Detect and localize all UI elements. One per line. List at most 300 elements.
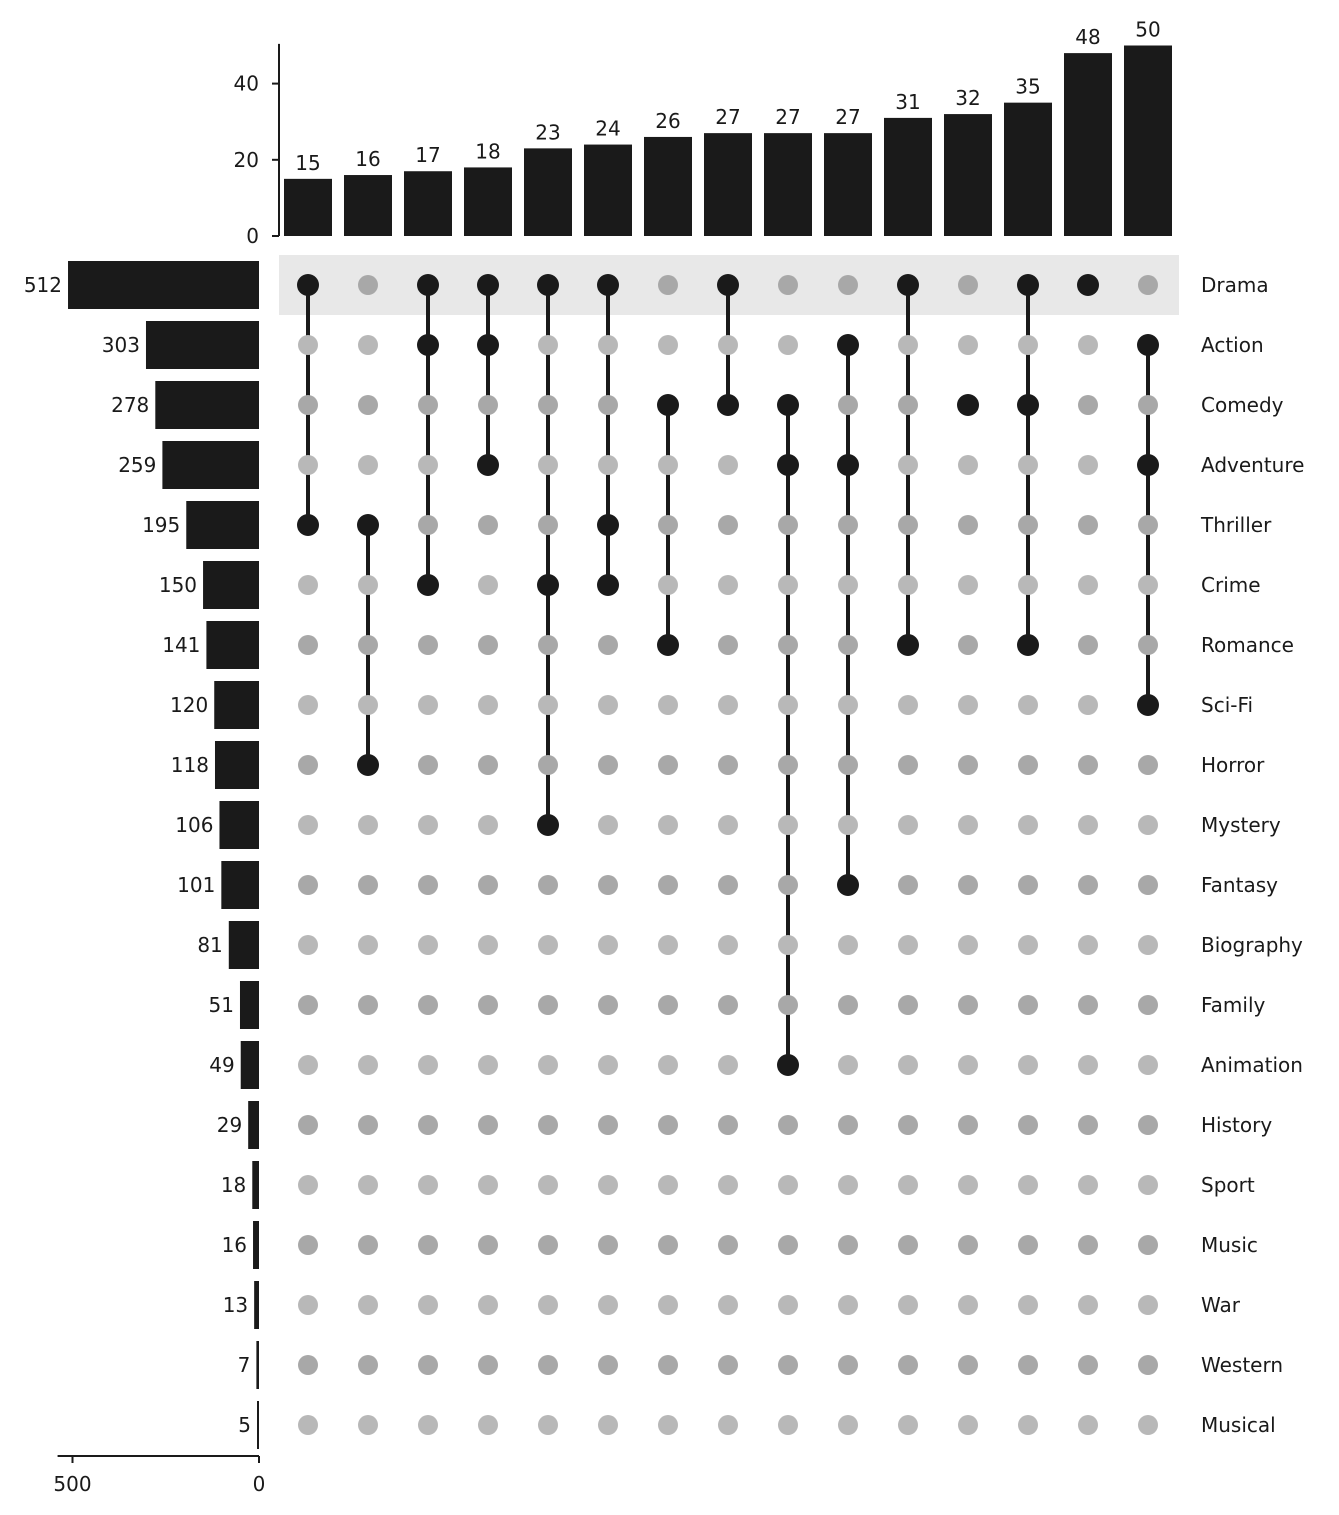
- matrix-dot-inactive: [898, 1175, 918, 1195]
- set-size-label: 7: [237, 1353, 251, 1377]
- matrix-dot-inactive: [838, 1295, 858, 1315]
- intersection-bar-label: 24: [595, 116, 621, 141]
- set-name-label: Drama: [1201, 273, 1269, 297]
- matrix-dot-inactive: [1018, 875, 1038, 895]
- matrix-dot-inactive: [958, 575, 978, 595]
- matrix-dot-inactive: [298, 1115, 318, 1135]
- set-size-bar: [162, 441, 259, 489]
- set-size-bar: [256, 1341, 259, 1389]
- matrix-dot-inactive: [898, 935, 918, 955]
- matrix-dot-inactive: [298, 995, 318, 1015]
- matrix-dot-inactive: [718, 935, 738, 955]
- set-size-bar: [248, 1101, 259, 1149]
- matrix-dot-inactive: [958, 1055, 978, 1075]
- matrix-dot-inactive: [838, 1055, 858, 1075]
- matrix-dot-inactive: [1018, 455, 1038, 475]
- matrix-dot-inactive: [298, 695, 318, 715]
- matrix-dot-inactive: [1138, 395, 1158, 415]
- matrix-dot-inactive: [538, 335, 558, 355]
- intersection-bar-label: 31: [895, 89, 921, 114]
- matrix-dot-inactive: [1078, 995, 1098, 1015]
- set-name-label: Comedy: [1201, 393, 1284, 417]
- matrix-dot-inactive: [658, 995, 678, 1015]
- matrix-dot-inactive: [718, 1175, 738, 1195]
- matrix-dot-active: [357, 514, 379, 536]
- matrix-dot-inactive: [658, 935, 678, 955]
- set-size-bar: [253, 1221, 259, 1269]
- intersection-bar: [1124, 46, 1172, 237]
- intersection-bar: [464, 167, 512, 236]
- matrix-dot-inactive: [538, 635, 558, 655]
- matrix-dot-inactive: [778, 695, 798, 715]
- matrix-dot-inactive: [298, 335, 318, 355]
- matrix-dot-inactive: [358, 1415, 378, 1435]
- matrix-dot-inactive: [778, 635, 798, 655]
- matrix-dot-inactive: [358, 455, 378, 475]
- matrix-dot-inactive: [598, 755, 618, 775]
- matrix-dot-inactive: [958, 635, 978, 655]
- set-size-label: 51: [208, 993, 234, 1017]
- matrix-dot-inactive: [1018, 515, 1038, 535]
- matrix-dot-inactive: [1138, 875, 1158, 895]
- matrix-dot-active: [417, 574, 439, 596]
- matrix-dot-inactive: [1138, 1055, 1158, 1075]
- matrix-dot-inactive: [1138, 1115, 1158, 1135]
- matrix-dot-inactive: [538, 1415, 558, 1435]
- matrix-dot-inactive: [418, 1235, 438, 1255]
- matrix-dot-inactive: [838, 275, 858, 295]
- matrix-dot-inactive: [958, 1355, 978, 1375]
- matrix-dot-inactive: [418, 935, 438, 955]
- set-size-label: 5: [238, 1413, 251, 1437]
- intersection-bar: [884, 118, 932, 236]
- set-name-label: Crime: [1201, 573, 1261, 597]
- set-size-bar: [254, 1281, 259, 1329]
- matrix-dot-inactive: [778, 755, 798, 775]
- matrix-dot-inactive: [478, 575, 498, 595]
- intersection-bar: [824, 133, 872, 236]
- matrix-dot-inactive: [898, 755, 918, 775]
- matrix-dot-inactive: [418, 875, 438, 895]
- matrix-dot-inactive: [898, 695, 918, 715]
- matrix-dot-inactive: [358, 695, 378, 715]
- intersection-bars: [284, 18, 1172, 237]
- set-name-label: Animation: [1201, 1053, 1303, 1077]
- matrix-dot-inactive: [1138, 995, 1158, 1015]
- matrix-dot-inactive: [298, 455, 318, 475]
- matrix-dot-inactive: [658, 815, 678, 835]
- matrix-dot-active: [1017, 634, 1039, 656]
- matrix-dot-inactive: [598, 1355, 618, 1375]
- matrix-dot-inactive: [298, 635, 318, 655]
- matrix-dot-inactive: [958, 455, 978, 475]
- intersection-bar-label: 50: [1135, 17, 1161, 42]
- set-size-label: 18: [220, 1173, 247, 1197]
- matrix-dot-inactive: [358, 815, 378, 835]
- matrix-dot-inactive: [778, 995, 798, 1015]
- matrix-dot-inactive: [298, 1235, 318, 1255]
- matrix-dot-inactive: [1078, 815, 1098, 835]
- matrix-dot-inactive: [1138, 515, 1158, 535]
- matrix-dot-inactive: [358, 1355, 378, 1375]
- matrix-dot-inactive: [658, 455, 678, 475]
- set-size-bar: [206, 621, 259, 669]
- matrix-dot-inactive: [418, 1055, 438, 1075]
- matrix-dot-inactive: [718, 695, 738, 715]
- matrix-dot-active: [1137, 334, 1159, 356]
- matrix-dot-inactive: [478, 995, 498, 1015]
- matrix-dot-inactive: [418, 1115, 438, 1135]
- matrix-dot-inactive: [838, 815, 858, 835]
- matrix-dot-inactive: [838, 695, 858, 715]
- matrix-dot-inactive: [1138, 1235, 1158, 1255]
- matrix-dot-inactive: [958, 1175, 978, 1195]
- matrix-dot-active: [417, 274, 439, 296]
- matrix-dot-active: [717, 394, 739, 416]
- matrix-dot-inactive: [718, 1115, 738, 1135]
- matrix-dot-inactive: [478, 1295, 498, 1315]
- set-size-label: 303: [101, 333, 140, 357]
- matrix-dot-inactive: [358, 1115, 378, 1135]
- intersection-axis-tick-label: 20: [233, 147, 259, 172]
- matrix-dot-active: [777, 1054, 799, 1076]
- matrix-dot-inactive: [658, 515, 678, 535]
- matrix-dot-inactive: [538, 1295, 558, 1315]
- set-size-label: 118: [170, 753, 209, 777]
- matrix-dot-inactive: [538, 1175, 558, 1195]
- matrix-dot-inactive: [778, 515, 798, 535]
- intersection-bar: [584, 145, 632, 236]
- matrix-dot-inactive: [538, 395, 558, 415]
- matrix-dot-inactive: [1078, 335, 1098, 355]
- matrix-dot-inactive: [958, 515, 978, 535]
- matrix-dot-inactive: [658, 1055, 678, 1075]
- matrix-dot-inactive: [658, 1355, 678, 1375]
- intersection-bar: [1004, 103, 1052, 236]
- matrix-dot-inactive: [958, 335, 978, 355]
- matrix-dot-inactive: [298, 575, 318, 595]
- set-name-label: Mystery: [1201, 813, 1281, 837]
- matrix-dot-active: [597, 274, 619, 296]
- matrix-dot-inactive: [598, 695, 618, 715]
- matrix-dot-inactive: [538, 1115, 558, 1135]
- matrix-dot-inactive: [718, 1235, 738, 1255]
- matrix-dot-inactive: [538, 875, 558, 895]
- set-axis-tick-label: 500: [53, 1472, 92, 1496]
- intersection-bar: [644, 137, 692, 236]
- matrix-dot-inactive: [538, 455, 558, 475]
- matrix-dot-inactive: [778, 1355, 798, 1375]
- intersection-bar-label: 27: [835, 105, 861, 130]
- matrix-dot-inactive: [838, 515, 858, 535]
- matrix-dot-inactive: [418, 1295, 438, 1315]
- matrix-dot-inactive: [298, 1415, 318, 1435]
- matrix-dot-inactive: [778, 815, 798, 835]
- matrix-dot-inactive: [298, 1175, 318, 1195]
- set-size-bar: [186, 501, 259, 549]
- matrix-dot-inactive: [598, 1235, 618, 1255]
- matrix-dot-active: [837, 334, 859, 356]
- matrix-dot-active: [777, 394, 799, 416]
- set-name-label: Biography: [1201, 933, 1303, 957]
- matrix-dot-inactive: [898, 575, 918, 595]
- matrix-dot-active: [357, 754, 379, 776]
- matrix-dot-inactive: [598, 935, 618, 955]
- matrix-dot-inactive: [358, 335, 378, 355]
- matrix-dot-inactive: [358, 995, 378, 1015]
- matrix-dot-inactive: [418, 455, 438, 475]
- intersection-bar: [524, 148, 572, 236]
- set-size-label: 512: [23, 273, 63, 297]
- set-size-bar: [229, 921, 259, 969]
- matrix-dot-inactive: [538, 1355, 558, 1375]
- matrix-dot-inactive: [1018, 755, 1038, 775]
- matrix-dot-active: [717, 274, 739, 296]
- matrix-dot-inactive: [358, 1055, 378, 1075]
- matrix-dot-inactive: [1078, 1055, 1098, 1075]
- intersection-bar: [284, 179, 332, 236]
- intersection-bar: [764, 133, 812, 236]
- matrix-dot-active: [1077, 274, 1099, 296]
- matrix-dot-inactive: [718, 875, 738, 895]
- matrix-dot-inactive: [838, 935, 858, 955]
- matrix-dot-active: [657, 394, 679, 416]
- set-size-label: 141: [162, 633, 201, 657]
- matrix-dot-inactive: [598, 1175, 618, 1195]
- set-name-label: Western: [1201, 1353, 1284, 1377]
- matrix-dot-inactive: [538, 1055, 558, 1075]
- matrix-dot-inactive: [1078, 1415, 1098, 1435]
- matrix-dot-active: [897, 274, 919, 296]
- set-size-label: 150: [158, 573, 198, 597]
- matrix-dot-inactive: [598, 1115, 618, 1135]
- matrix-dot-inactive: [898, 455, 918, 475]
- matrix-dot-inactive: [838, 395, 858, 415]
- matrix-dot-inactive: [358, 875, 378, 895]
- matrix-dot-inactive: [958, 1295, 978, 1315]
- intersection-bar-label: 23: [535, 120, 561, 145]
- set-name-label: Action: [1201, 333, 1264, 357]
- matrix-dot-inactive: [1018, 1355, 1038, 1375]
- matrix-dot-inactive: [418, 1175, 438, 1195]
- intersection-axis-tick-label: 0: [246, 224, 259, 248]
- matrix-dot-inactive: [838, 995, 858, 1015]
- matrix-dot-inactive: [478, 515, 498, 535]
- matrix-dot-inactive: [778, 1235, 798, 1255]
- set-size-bar: [214, 681, 259, 729]
- matrix-dot-inactive: [778, 875, 798, 895]
- matrix-dot-inactive: [478, 875, 498, 895]
- matrix-dot-inactive: [1138, 575, 1158, 595]
- intersection-axis-tick-label: 40: [233, 71, 259, 96]
- intersection-bar-label: 27: [775, 105, 801, 130]
- set-name-label: Adventure: [1201, 453, 1305, 477]
- matrix-dot-inactive: [898, 1415, 918, 1435]
- set-size-label: 29: [216, 1113, 243, 1137]
- matrix-dot-inactive: [478, 1175, 498, 1195]
- matrix-dot-inactive: [778, 1115, 798, 1135]
- matrix-dot-inactive: [358, 1235, 378, 1255]
- matrix-dot-inactive: [1078, 755, 1098, 775]
- matrix-dot-inactive: [718, 1415, 738, 1435]
- matrix-dot-inactive: [1018, 815, 1038, 835]
- intersection-bar-label: 15: [295, 150, 321, 175]
- set-size-bars: [24, 261, 259, 1449]
- matrix-dot-inactive: [958, 935, 978, 955]
- matrix-dot-inactive: [418, 755, 438, 775]
- set-axis-tick-label: 0: [252, 1472, 266, 1496]
- set-name-label: Music: [1201, 1233, 1258, 1257]
- matrix-dot-inactive: [1078, 635, 1098, 655]
- matrix-dot-inactive: [898, 335, 918, 355]
- set-size-label: 195: [142, 513, 181, 537]
- intersection-bar: [944, 114, 992, 236]
- matrix-dot-inactive: [1018, 1115, 1038, 1135]
- matrix-dot-inactive: [1078, 575, 1098, 595]
- matrix-dot-inactive: [1078, 455, 1098, 475]
- matrix-dot-active: [837, 454, 859, 476]
- matrix-dot-inactive: [958, 755, 978, 775]
- matrix-dot-inactive: [958, 995, 978, 1015]
- matrix-dot-inactive: [598, 1295, 618, 1315]
- matrix-dot-active: [477, 334, 499, 356]
- matrix-dot-inactive: [1018, 1235, 1038, 1255]
- matrix-dot-inactive: [898, 1295, 918, 1315]
- matrix-dot-inactive: [1018, 1055, 1038, 1075]
- matrix-dot-inactive: [958, 1235, 978, 1255]
- matrix-dot-inactive: [478, 815, 498, 835]
- set-size-label: 101: [177, 873, 216, 897]
- matrix-dot-inactive: [538, 695, 558, 715]
- matrix-dot-active: [837, 874, 859, 896]
- set-name-label: Thriller: [1201, 513, 1272, 537]
- matrix-dot-inactive: [538, 1235, 558, 1255]
- matrix-dot-inactive: [1138, 275, 1158, 295]
- matrix-dot-inactive: [358, 635, 378, 655]
- intersection-bar: [344, 175, 392, 236]
- matrix-dot-inactive: [598, 995, 618, 1015]
- set-size-bar: [203, 561, 259, 609]
- matrix-dot-inactive: [778, 275, 798, 295]
- matrix-dot-inactive: [418, 695, 438, 715]
- matrix-dot-inactive: [298, 1055, 318, 1075]
- set-name-label: Family: [1201, 993, 1266, 1017]
- set-size-label: 106: [175, 813, 214, 837]
- matrix-dot-inactive: [778, 335, 798, 355]
- matrix-dot-inactive: [838, 1415, 858, 1435]
- set-size-bar: [240, 981, 259, 1029]
- matrix-dot-inactive: [598, 635, 618, 655]
- matrix-dot-inactive: [478, 1355, 498, 1375]
- matrix-dot-inactive: [1018, 995, 1038, 1015]
- matrix-dot-inactive: [538, 755, 558, 775]
- matrix-dot-inactive: [838, 755, 858, 775]
- matrix-dot-inactive: [778, 1175, 798, 1195]
- set-size-axis: [53, 1456, 265, 1496]
- matrix-dot-inactive: [418, 635, 438, 655]
- matrix-dot-inactive: [838, 1115, 858, 1135]
- matrix-dot-active: [1137, 694, 1159, 716]
- set-size-bar: [215, 741, 259, 789]
- matrix-dot-inactive: [358, 935, 378, 955]
- matrix-dot-inactive: [1018, 335, 1038, 355]
- matrix-dot-inactive: [898, 515, 918, 535]
- matrix-dot-active: [297, 274, 319, 296]
- set-size-bar: [257, 1401, 259, 1449]
- matrix-dot-inactive: [658, 875, 678, 895]
- intersection-bar-label: 26: [655, 108, 681, 133]
- matrix-dot-inactive: [958, 815, 978, 835]
- set-size-label: 13: [222, 1293, 249, 1317]
- matrix-dot-inactive: [358, 395, 378, 415]
- matrix-dot-inactive: [958, 1415, 978, 1435]
- matrix-dot-inactive: [1018, 695, 1038, 715]
- matrix-dot-inactive: [718, 995, 738, 1015]
- matrix-dot-inactive: [598, 395, 618, 415]
- matrix-dot-active: [477, 274, 499, 296]
- matrix-dot-inactive: [898, 1115, 918, 1135]
- matrix-dot-inactive: [958, 695, 978, 715]
- matrix-dot-inactive: [778, 1295, 798, 1315]
- matrix-dot-inactive: [898, 395, 918, 415]
- matrix-dot-inactive: [1138, 935, 1158, 955]
- matrix-dot-inactive: [478, 1055, 498, 1075]
- matrix-dot-inactive: [838, 1355, 858, 1375]
- matrix-dot-inactive: [1138, 815, 1158, 835]
- matrix-dot-inactive: [418, 815, 438, 835]
- matrix-dot-inactive: [1018, 1175, 1038, 1195]
- matrix-dot-inactive: [1138, 1415, 1158, 1435]
- matrix-dot-active: [537, 814, 559, 836]
- matrix-dot-inactive: [298, 815, 318, 835]
- matrix-dot-inactive: [1078, 695, 1098, 715]
- set-size-label: 259: [118, 453, 157, 477]
- matrix-dot-inactive: [1078, 1355, 1098, 1375]
- matrix-dot-active: [297, 514, 319, 536]
- matrix-dot-inactive: [418, 995, 438, 1015]
- matrix-dot-inactive: [718, 1355, 738, 1375]
- matrix-dot-inactive: [658, 575, 678, 595]
- matrix-dot-inactive: [838, 635, 858, 655]
- matrix-dot-inactive: [718, 815, 738, 835]
- matrix-dot-active: [597, 514, 619, 536]
- intersection-bar-label: 35: [1015, 74, 1041, 99]
- matrix-dot-inactive: [778, 575, 798, 595]
- matrix-dot-inactive: [478, 635, 498, 655]
- matrix-dot-inactive: [718, 455, 738, 475]
- matrix-dot-inactive: [898, 1235, 918, 1255]
- matrix-dot-active: [1017, 394, 1039, 416]
- matrix-dot-inactive: [358, 275, 378, 295]
- matrix-dot-inactive: [1138, 1295, 1158, 1315]
- matrix-dot-inactive: [418, 1355, 438, 1375]
- matrix-dot-inactive: [298, 935, 318, 955]
- intersection-bar-label: 17: [415, 143, 441, 168]
- matrix-dot-inactive: [658, 1175, 678, 1195]
- set-name-label: War: [1201, 1293, 1240, 1317]
- set-size-label: 16: [221, 1233, 248, 1257]
- matrix-dot-inactive: [718, 1055, 738, 1075]
- set-name-label: Fantasy: [1201, 873, 1278, 897]
- set-size-bar: [221, 861, 259, 909]
- matrix-dot-inactive: [478, 695, 498, 715]
- matrix-dot-inactive: [1078, 1115, 1098, 1135]
- matrix-dot-inactive: [298, 1295, 318, 1315]
- intersection-bar-label: 48: [1075, 25, 1101, 50]
- matrix-dot-active: [1137, 454, 1159, 476]
- matrix-dot-inactive: [538, 995, 558, 1015]
- intersection-bar: [404, 171, 452, 236]
